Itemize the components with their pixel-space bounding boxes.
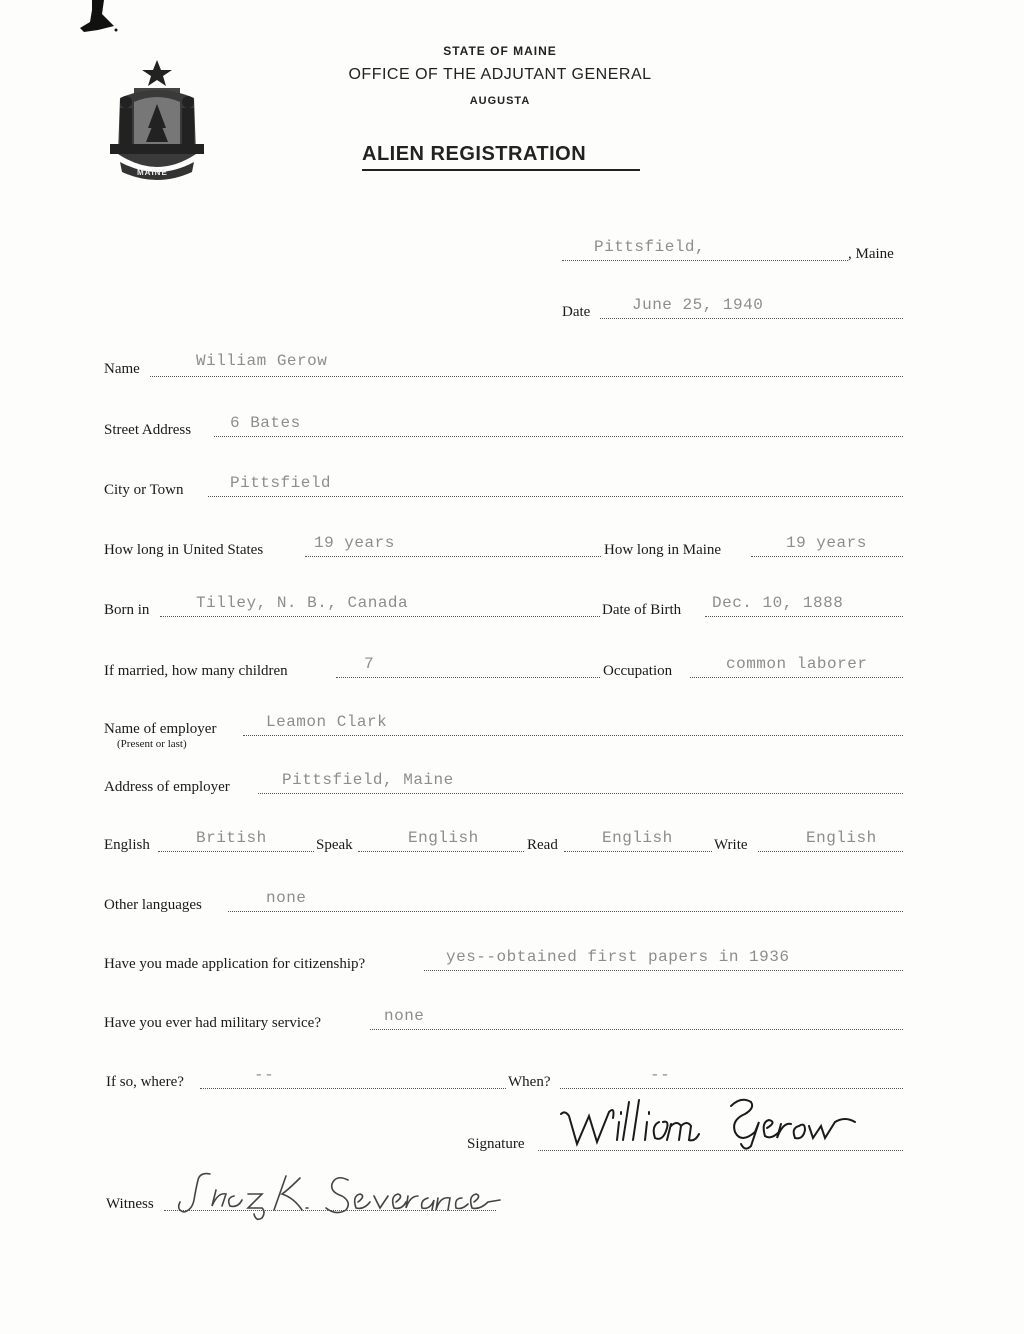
name-label: Name	[104, 361, 140, 377]
citizenship-label: Have you made application for citizenship?	[104, 956, 366, 972]
city-label: City or Town	[104, 482, 184, 498]
employer-address-label: Address of employer	[104, 779, 230, 795]
occupation-line	[690, 677, 903, 678]
read-line	[564, 851, 712, 852]
if-so-where-line	[200, 1088, 506, 1089]
when-value: --	[650, 1066, 671, 1084]
english-label: English	[104, 837, 150, 853]
if-so-where-value: --	[254, 1066, 275, 1084]
employer-address-value: Pittsfield, Maine	[282, 771, 454, 789]
born-in-value: Tilley, N. B., Canada	[196, 594, 409, 612]
employer-address-line	[258, 793, 903, 794]
born-in-line	[160, 616, 600, 617]
date-of-birth-label: Date of Birth	[602, 602, 682, 618]
signature-label: Signature	[467, 1136, 525, 1152]
how-long-maine-label: How long in Maine	[604, 542, 722, 558]
title-underline	[362, 169, 640, 171]
street-address-label: Street Address	[104, 422, 192, 438]
born-in-label: Born in	[104, 602, 150, 618]
witness-label: Witness	[106, 1196, 154, 1212]
witness-handwriting	[170, 1166, 510, 1224]
occupation-value: common laborer	[726, 655, 868, 673]
if-so-where-label: If so, where?	[106, 1074, 184, 1090]
city-heading: AUGUSTA	[469, 95, 531, 107]
name-line	[150, 376, 903, 377]
other-languages-label: Other languages	[104, 897, 202, 913]
read-value: English	[602, 829, 673, 847]
city-line	[208, 496, 903, 497]
when-label: When?	[508, 1074, 551, 1090]
date-line	[600, 318, 903, 319]
citizenship-line	[424, 970, 903, 971]
english-line	[158, 851, 314, 852]
children-value: 7	[364, 655, 375, 673]
employer-label: Name of employer	[104, 721, 217, 737]
employer-sublabel: (Present or last)	[117, 738, 187, 750]
how-long-us-line	[305, 556, 601, 557]
english-value: British	[196, 829, 267, 847]
signature-handwriting	[555, 1092, 865, 1152]
write-line	[758, 851, 903, 852]
speak-line	[358, 851, 524, 852]
date-label: Date	[562, 304, 591, 320]
occupation-label: Occupation	[603, 663, 673, 679]
children-label: If married, how many children	[104, 663, 288, 679]
street-address-value: 6 Bates	[230, 414, 301, 432]
form-title: ALIEN REGISTRATION	[362, 143, 587, 165]
name-value: William Gerow	[196, 352, 328, 370]
date-of-birth-value: Dec. 10, 1888	[712, 594, 844, 612]
speak-label: Speak	[316, 837, 353, 853]
other-languages-value: none	[266, 889, 307, 907]
employer-line	[243, 735, 903, 736]
write-label: Write	[714, 837, 748, 853]
street-address-line	[214, 436, 903, 437]
how-long-us-value: 19 years	[314, 534, 395, 552]
ink-blot-mark	[78, 0, 118, 34]
place-value: Pittsfield,	[594, 238, 706, 256]
military-line	[370, 1029, 903, 1030]
place-suffix: , Maine	[848, 246, 894, 262]
office-heading: OFFICE OF THE ADJUTANT GENERAL	[348, 66, 652, 83]
when-line	[560, 1088, 903, 1089]
military-label: Have you ever had military service?	[104, 1015, 321, 1031]
other-languages-line	[228, 911, 903, 912]
children-line	[336, 677, 600, 678]
employer-value: Leamon Clark	[266, 713, 388, 731]
read-label: Read	[527, 837, 558, 853]
date-value: June 25, 1940	[632, 296, 764, 314]
how-long-maine-line	[751, 556, 903, 557]
how-long-us-label: How long in United States	[104, 542, 264, 558]
maine-state-seal	[104, 58, 210, 184]
military-value: none	[384, 1007, 425, 1025]
place-line	[562, 260, 848, 261]
how-long-maine-value: 19 years	[786, 534, 867, 552]
city-value: Pittsfield	[230, 474, 332, 492]
state-heading: STATE OF MAINE	[443, 44, 557, 58]
citizenship-value: yes--obtained first papers in 1936	[446, 948, 790, 966]
date-of-birth-line	[705, 616, 903, 617]
speak-value: English	[408, 829, 479, 847]
seal-banner-text: MAINE	[137, 168, 168, 177]
write-value: English	[806, 829, 877, 847]
